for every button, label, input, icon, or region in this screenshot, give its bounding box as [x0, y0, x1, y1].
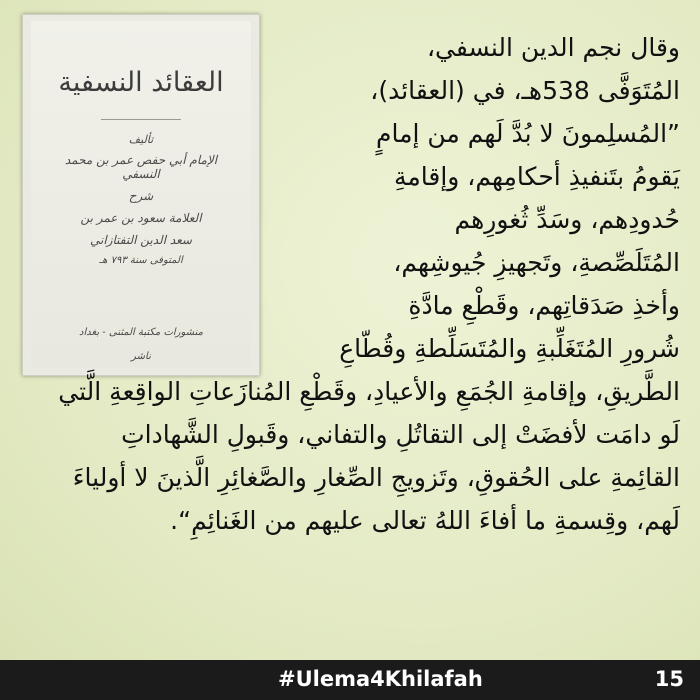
quote-line: وأخذِ صَدَقاتِهم، وقَطْعِ مادَّةِ [408, 291, 680, 320]
quote-line: شُرورِ المُتَغَلِّبةِ والمُتَسَلِّطةِ وقُطّاعِ [339, 334, 680, 363]
quote-line: المُتَوَفَّى 538هـ، في (العقائد)، [370, 76, 680, 105]
footer-bar [0, 660, 700, 700]
hashtag-label: #Ulema4Khilafah [278, 667, 483, 691]
quote-line: القائِمةِ على الحُقوقِ، وتَزويجِ الصِّغارِ والصَّغائِرِ الَّذينَ لا أولياءَ [72, 463, 680, 492]
quote-line: وقال نجم الدين النسفي، [426, 33, 680, 62]
quote-line: يَقومُ بتَنفيذِ أحكامِهم، وإقامةِ [393, 162, 680, 191]
quote-line: حُدودِهم، وسَدِّ ثُغورِهم [454, 205, 680, 234]
page-number: 15 [654, 667, 684, 691]
book-cover-line: شرح [128, 189, 154, 203]
quote-line: الطَّريقِ، وإقامةِ الجُمَعِ والأعيادِ، وقَطْعِ المُنازَعاتِ الواقِعةِ الَّتي [58, 377, 680, 406]
book-cover-line: سعد الدين التفتازاني [90, 233, 192, 247]
quote-line: ”المُسلِمونَ لا بُدَّ لَهم من إمامٍ [376, 119, 680, 148]
book-cover-line: العلامة سعود بن عمر بن [80, 211, 202, 225]
book-cover-line: منشورات مكتبة المثنى - بغداد [79, 327, 203, 338]
quote-text [8, 26, 680, 542]
book-cover-line: المتوفى سنة ٧٩٣ هـ [99, 255, 183, 266]
book-cover-line: تأليف [128, 133, 154, 146]
book-cover-line: ناشر [131, 351, 151, 362]
book-cover-title: العقائد النسفية [58, 67, 224, 98]
quote-line: المُتَلَصِّصةِ، وتَجهيزِ جُيوشِهم، [393, 248, 680, 277]
quote-line: لَو دامَت لأفضَتْ إلى التقاتُلِ والتفاني، وقَبولِ الشَّهاداتِ [121, 420, 680, 449]
quote-line: لَهم، وقِسمةِ ما أفاءَ اللهُ تعالى عليهم من الغَنائِمِ“. [170, 506, 680, 535]
book-cover-line: الإمام أبي حفص عمر بن محمد النسفي [64, 153, 218, 181]
